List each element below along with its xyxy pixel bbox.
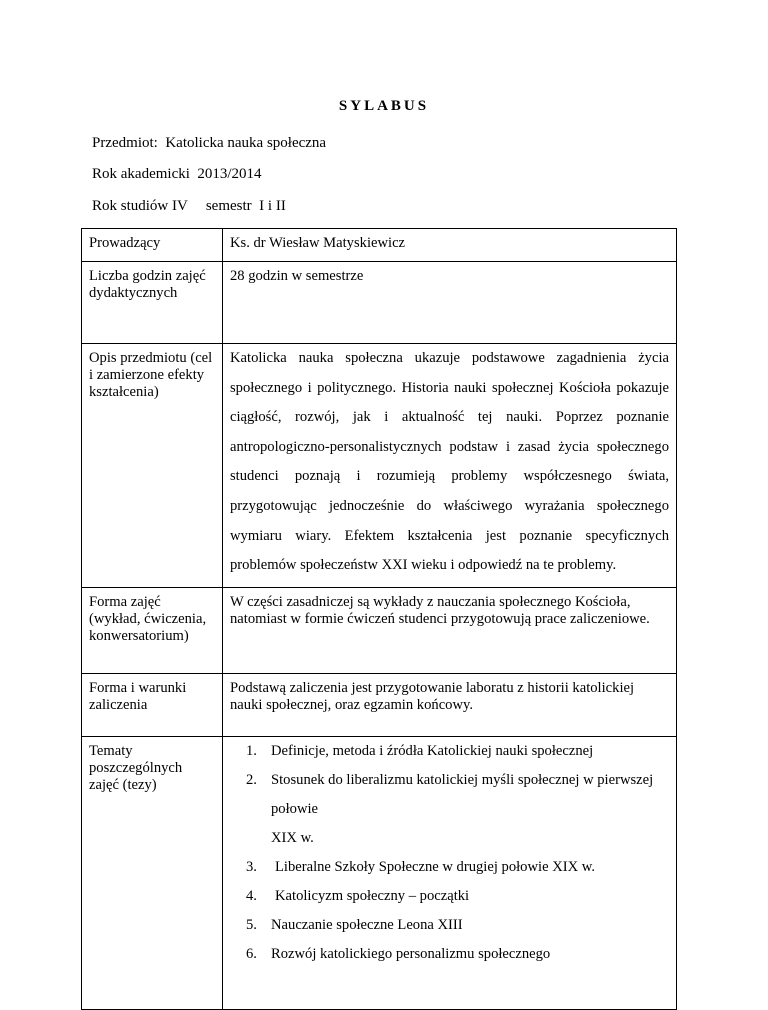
credit-value: Podstawą zaliczenia jest przygotowanie laboratu z historii katolickiej nauki społecznej, oraz egzamin końcowy. bbox=[223, 673, 677, 736]
topic-number: 1. bbox=[246, 742, 257, 759]
syllabus-table bbox=[81, 228, 677, 1010]
semester-value: I i II bbox=[259, 198, 286, 214]
topic-number: 6. bbox=[246, 945, 257, 962]
form-value: W części zasadniczej są wykłady z nauczania społecznego Kościoła, natomiast w formie ćwiczeń studenci przygotowują prace zaliczeniowe. bbox=[223, 587, 677, 673]
description-label: Opis przedmiotu (cel i zamierzone efekty kształcenia) bbox=[82, 344, 223, 588]
subject-value: Katolicka nauka społeczna bbox=[165, 135, 327, 151]
topic-number: 4. bbox=[246, 887, 257, 904]
list-item bbox=[230, 766, 669, 795]
topic-text-continuation: XIX w. bbox=[271, 829, 314, 846]
academic-year-line bbox=[92, 166, 262, 183]
table-row-topics bbox=[82, 736, 677, 1009]
document-title: SYLABUS bbox=[338, 98, 430, 114]
topics-list bbox=[230, 737, 669, 969]
topic-text: Nauczanie społeczne Leona XIII bbox=[271, 916, 463, 933]
list-item bbox=[230, 737, 669, 766]
academic-year-label: Rok akademicki bbox=[92, 166, 190, 182]
list-item bbox=[230, 882, 669, 911]
list-item-continuation bbox=[230, 824, 669, 853]
topic-text: Liberalne Szkoły Społeczne w drugiej połowie XIX w. bbox=[275, 858, 596, 875]
credit-label: Forma i warunki zaliczenia bbox=[82, 673, 223, 736]
topic-text: Katolicyzm społeczny – początki bbox=[275, 887, 470, 904]
list-item bbox=[230, 911, 669, 940]
academic-year-value: 2013/2014 bbox=[197, 166, 262, 182]
lecturer-value: Ks. dr Wiesław Matyskiewicz bbox=[223, 229, 677, 262]
table-row-lecturer bbox=[82, 229, 677, 262]
semester-label: semestr bbox=[205, 198, 252, 214]
topic-number: 2. bbox=[246, 771, 257, 788]
subject-line bbox=[92, 135, 326, 152]
topic-text: Stosunek do liberalizmu katolickiej myśli społecznej w pierwszej bbox=[271, 771, 654, 788]
table-row-description bbox=[82, 344, 677, 588]
subject-label: Przedmiot: bbox=[92, 135, 158, 151]
description-cell bbox=[223, 344, 677, 588]
table-row-form bbox=[82, 587, 677, 673]
study-year-line bbox=[92, 198, 286, 215]
list-item bbox=[230, 940, 669, 969]
table-row-hours bbox=[82, 262, 677, 344]
description-value: Katolicka nauka społeczna ukazuje podstawowe zagadnienia życia społecznego i politycznego. Historia nauki społecznej Kościoła pokazuje ciągłość, rozwój, jak i aktualność tej nauki. Poprzez poznanie antropologiczno-personalistycznych podstaw i zasad życia społecznego studenci poznają i rozumieją problemy współczesnego świata, przygotowując jednocześnie do właściwego wyrażania społecznego wymiaru wiary. Efektem kształcenia jest poznanie specyficznych problemów społeczeństw XXI wieku i odpowiedź na te problemy. bbox=[230, 350, 669, 574]
topic-text: Rozwój katolickiego personalizmu społecznego bbox=[271, 945, 551, 962]
study-year-label: Rok studiów IV bbox=[92, 198, 188, 214]
topic-number: 3. bbox=[246, 858, 257, 875]
list-item-continuation bbox=[230, 795, 669, 824]
form-label: Forma zajęć (wykład, ćwiczenia, konwersatorium) bbox=[82, 587, 223, 673]
hours-label: Liczba godzin zajęć dydaktycznych bbox=[82, 262, 223, 344]
topics-cell bbox=[223, 736, 677, 1009]
lecturer-label: Prowadzący bbox=[82, 229, 223, 262]
topics-label: Tematy poszczególnych zajęć (tezy) bbox=[82, 736, 223, 1009]
topic-number: 5. bbox=[246, 916, 257, 933]
topic-text: Definicje, metoda i źródła Katolickiej nauki społecznej bbox=[271, 742, 594, 759]
list-item bbox=[230, 853, 669, 882]
table-row-credit bbox=[82, 673, 677, 736]
hours-value: 28 godzin w semestrze bbox=[223, 262, 677, 344]
topic-text-continuation: połowie bbox=[271, 800, 319, 817]
